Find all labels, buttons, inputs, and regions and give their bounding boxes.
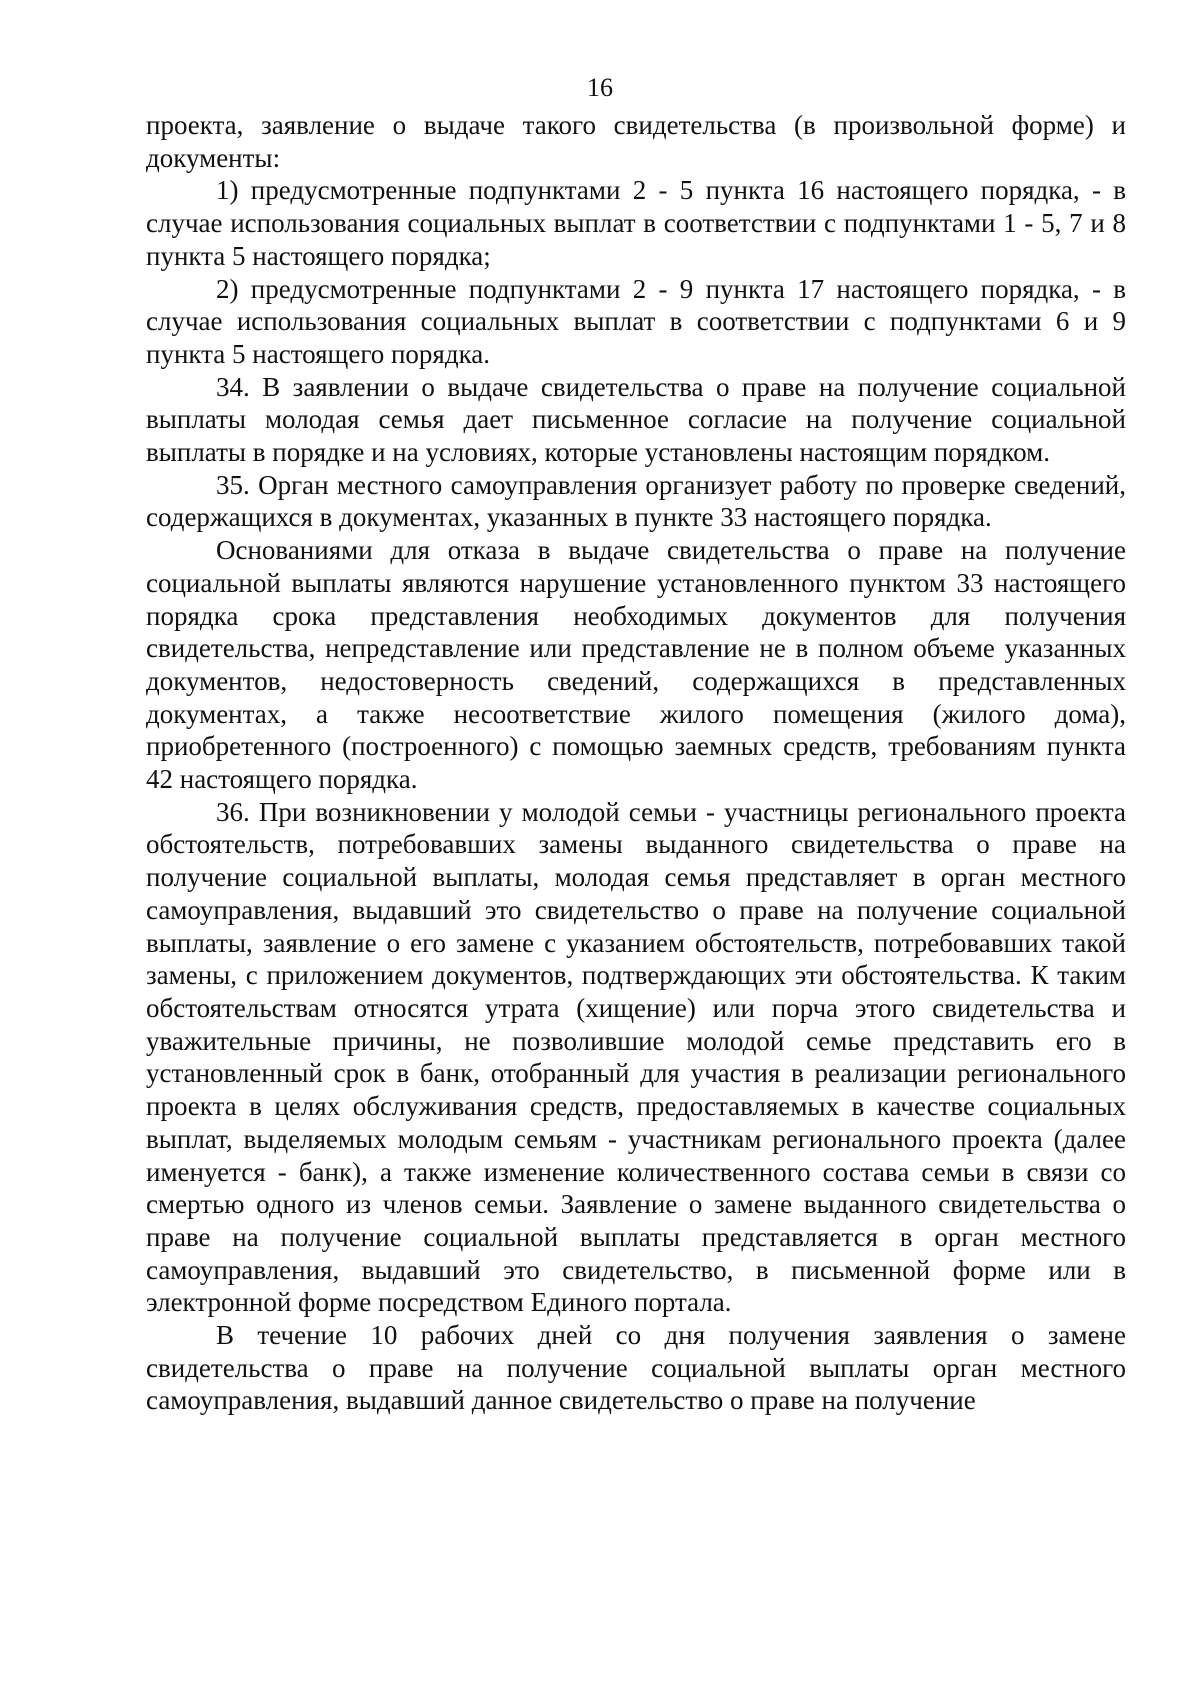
paragraph-clause-35-refusal: Основаниями для отказа в выдаче свидетельства о праве на получение социальной выплаты являются нарушение установленного пунктом 33 настоящего порядка срока представления необходимых документов для получения свидетельства, непредставление или представление не в полном объеме указанных документов, недостоверность сведений, содержащихся в представленных документах, а также несоответствие жилого помещения (жилого дома), приобретенного (построенного) с помощью заемных средств, требованиям пункта 42 настоящего порядка. xyxy=(146,535,1126,795)
paragraph-item-2: 2) предусмотренные подпунктами 2 - 9 пункта 17 настоящего порядка, - в случае использования социальных выплат в соответствии с подпунктами 6 и 9 пункта 5 настоящего порядка. xyxy=(146,273,1126,369)
paragraph-item-1: 1) предусмотренные подпунктами 2 - 5 пункта 16 настоящего порядка, - в случае использования социальных выплат в соответствии с подпунктами 1 - 5, 7 и 8 пункта 5 настоящего порядка; xyxy=(146,175,1126,271)
paragraph-clause-34: 34. В заявлении о выдаче свидетельства о праве на получение социальной выплаты молодая семья дает письменное согласие на получение социальной выплаты в порядке и на условиях, которые установлены настоящим порядком. xyxy=(146,371,1126,468)
paragraph-clause-36-term: В течение 10 рабочих дней со дня получения заявления о замене свидетельства о праве на получение социальной выплаты орган местного самоуправления, выдавший данное свидетельство о праве на получение xyxy=(146,1320,1126,1416)
paragraph-continuation: проекта, заявление о выдаче такого свидетельства (в произвольной форме) и документы: xyxy=(146,110,1126,173)
page-number: 16 xyxy=(587,73,613,102)
document-body xyxy=(146,109,1126,1417)
paragraph-clause-35: 35. Орган местного самоуправления организует работу по проверке сведений, содержащихся в документах, указанных в пункте 33 настоящего порядка. xyxy=(146,469,1126,533)
paragraph-clause-36: 36. При возникновении у молодой семьи - участницы регионального проекта обстоятельств, потребовавших замены выданного свидетельства о праве на получение социальной выплаты, молодая семья представляет в орган местного самоуправления, выдавший это свидетельство о праве на получение социальной выплаты, заявление о его замене с указанием обстоятельств, потребовавших такой замены, с приложением документов, подтверждающих эти обстоятельства. К таким обстоятельствам относятся утрата (хищение) или порча этого свидетельства и уважительные причины, не позволившие молодой семье представить его в установленный срок в банк, отобранный для участия в реализации регионального проекта в целях обслуживания средств, предоставляемых в качестве социальных выплат, выделяемых молодым семьям - участникам регионального проекта (далее именуется - банк), а также изменение количественного состава семьи в связи со смертью одного из членов семьи. Заявление о замене выданного свидетельства о праве на получение социальной выплаты представляется в орган местного самоуправления, выдавший это свидетельство, в письменной форме или в электронной форме посредством Единого портала. xyxy=(146,796,1126,1318)
